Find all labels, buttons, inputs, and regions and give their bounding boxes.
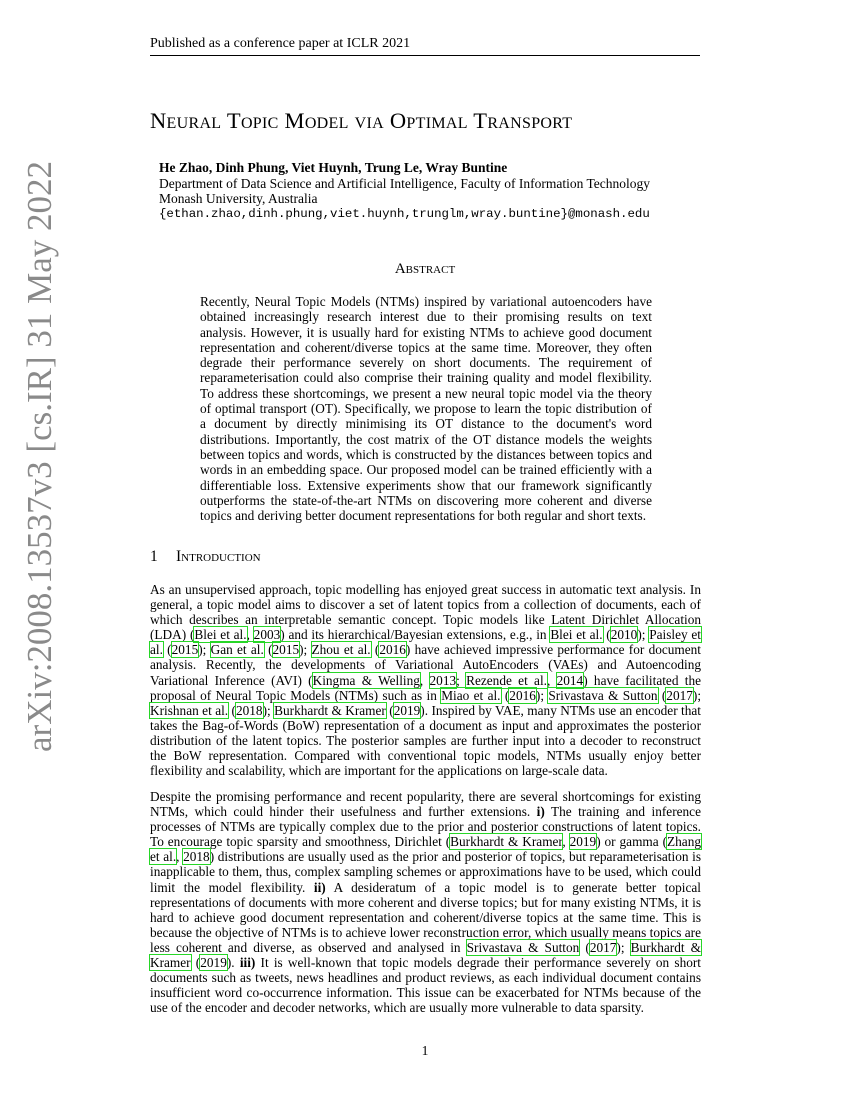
- citation-link[interactable]: 2018: [183, 849, 210, 865]
- citation-link[interactable]: Zhang et al.: [150, 834, 702, 865]
- abstract-body: Recently, Neural Topic Models (NTMs) inspired by variational autoencoders have obtained increasingly research interest due to their promising results on text analysis. However, it is usually hard for existing NTMs to achieve good document representation and coherent/diverse topics at the same time. Moreover, they often degrade their performance severely on short documents. The requirement of reparameterisation could also comprise their training quality and model flexibility. To address these shortcomings, we present a new neural topic model via the theory of optimal transport (OT). Specifically, we propose to learn the topic distribution of a document by directly minimising its OT distance to the document's word distributions. Importantly, the cost matrix of the OT distance models the weights between topics and words, which is constructed by the distances between topics and words in an embedding space. Our proposed model can be trained efficiently with a differentiable loss. Extensive experiments show that our framework significantly outperforms the state-of-the-art NTMs on discovering more coherent and diverse topics and deriving better document representations for both regular and short texts.: [200, 294, 652, 524]
- citation-link[interactable]: 2019: [393, 702, 421, 718]
- citation-link[interactable]: Zhou et al.: [311, 642, 371, 658]
- citation-link[interactable]: Blei et al.: [550, 627, 603, 643]
- abstract-heading: Abstract: [394, 261, 456, 277]
- citation-link[interactable]: 2013: [429, 672, 457, 688]
- citation-link[interactable]: Burkhardt & Kramer: [274, 702, 386, 718]
- citation-link[interactable]: 2017: [589, 939, 617, 955]
- citation-link[interactable]: Burkhardt & Kramer: [450, 834, 563, 850]
- arxiv-identifier: arXiv:2008.13537v3 [cs.IR] 31 May 2022: [20, 160, 59, 752]
- paper-title: Neural Topic Model via Optimal Transport: [150, 108, 573, 133]
- author-affiliation: [159, 176, 650, 206]
- citation-link[interactable]: Krishnan et al.: [150, 702, 229, 718]
- section-number: 1: [150, 548, 158, 565]
- citation-link[interactable]: Burkhardt & Kramer: [150, 939, 701, 971]
- citation-link[interactable]: 2017: [666, 687, 693, 703]
- affiliation-department: Department of Data Science and Artificial Intelligence, Faculty of Information Technology: [159, 176, 651, 191]
- citation-link[interactable]: Srivastava & Sutton: [466, 939, 580, 955]
- citation-link[interactable]: 2019: [200, 955, 227, 971]
- citation-link[interactable]: Blei et al.: [194, 627, 247, 643]
- section-title: Introduction: [176, 548, 261, 565]
- citation-link[interactable]: 2019: [569, 834, 597, 850]
- citation-link[interactable]: Srivastava & Sutton: [548, 687, 658, 703]
- citation-link[interactable]: Miao et al.: [441, 687, 501, 703]
- citation-link[interactable]: Paisley et al.: [150, 627, 701, 658]
- running-header: Published as a conference paper at ICLR 2021: [150, 35, 700, 56]
- author-emails: {ethan.zhao,dinh.phung,viet.huynh,trunglm,wray.buntine}@monash.edu: [159, 207, 650, 221]
- citation-link[interactable]: 2010: [610, 627, 638, 643]
- citation-link[interactable]: 2014: [556, 672, 584, 688]
- citation-link[interactable]: 2003: [253, 627, 281, 643]
- intro-paragraph-1: As an unsupervised approach, topic modelling has enjoyed great success in automatic text analysis. In general, a topic model aims to discover a set of latent topics from a collection of documents, each of which describes an interpretable semantic concept. Topic models like Latent Dirichlet Allocation (LDA) (Blei et al., 2003) and its hierarchical/Bayesian extensions, e.g., in Blei et al. (2010); Paisley et al. (2015); Gan et al. (2015); Zhou et al. (2016) have achieved impressive performance for document analysis. Recently, the developments of Variational AutoEncoders (VAEs) and Autoencoding Variational Inference (AVI) (Kingma & Welling, 2013; Rezende et al., 2014) have facilitated the proposal of Neural Topic Models (NTMs) such as in Miao et al. (2016); Srivastava & Sutton (2017); Krishnan et al. (2018); Burkhardt & Kramer (2019). Inspired by VAE, many NTMs use an encoder that takes the Bag-of-Words (BoW) representation of a document as input and approximates the posterior distribution of the latent topics. The posterior samples are further input into a decoder to reconstruct the BoW representation. Compared with conventional topic models, NTMs usually enjoy better flexibility and scalability, which are important for the applications on large-scale data.: [150, 582, 702, 779]
- page-number: 1: [421, 1043, 429, 1058]
- affiliation-university: Monash University, Australia: [159, 191, 318, 206]
- citation-link[interactable]: 2015: [272, 642, 300, 658]
- citation-link[interactable]: 2016: [379, 642, 406, 658]
- section-heading: [150, 548, 261, 566]
- citation-link[interactable]: Kingma & Welling: [312, 672, 420, 688]
- citation-link[interactable]: Rezende et al.: [466, 672, 547, 688]
- citation-link[interactable]: 2018: [235, 702, 263, 718]
- citation-link[interactable]: Gan et al.: [210, 642, 264, 658]
- citation-link[interactable]: 2016: [509, 687, 536, 703]
- intro-paragraph-2: Despite the promising performance and recent popularity, there are several shortcomings for existing NTMs, which could hinder their usefulness and further extensions. i) The training and inference processes of NTMs are typically complex due to the prior and posterior constructions of latent topics. To encourage topic sparsity and smoothness, Dirichlet (Burkhardt & Kramer, 2019) or gamma (Zhang et al., 2018) distributions are usually used as the prior and posterior of topics, but reparameterisation is inapplicable to them, thus, complex sampling schemes or approximations have to be used, which could limit the model flexibility. ii) A desideratum of a topic model is to generate better topical representations of documents with more coherent and diverse topics; but for many existing NTMs, it is hard to achieve good document representation and coherent/diverse topics at the same time. This is because the objective of NTMs is to achieve lower reconstruction error, which usually means topics are less coherent and diverse, as observed and analysed in Srivastava & Sutton (2017); Burkhardt & Kramer (2019). iii) It is well-known that topic models degrade their performance severely on short documents such as tweets, news headlines and product reviews, as each individual document contains insufficient word co-occurrence information. This issue can be exacerbated for NTMs because of the use of the encoder and decoder networks, which are usually more vulnerable to data sparsity.: [150, 789, 702, 1016]
- citation-link[interactable]: 2015: [171, 642, 199, 658]
- author-names: He Zhao, Dinh Phung, Viet Huynh, Trung Le, Wray Buntine: [159, 160, 508, 175]
